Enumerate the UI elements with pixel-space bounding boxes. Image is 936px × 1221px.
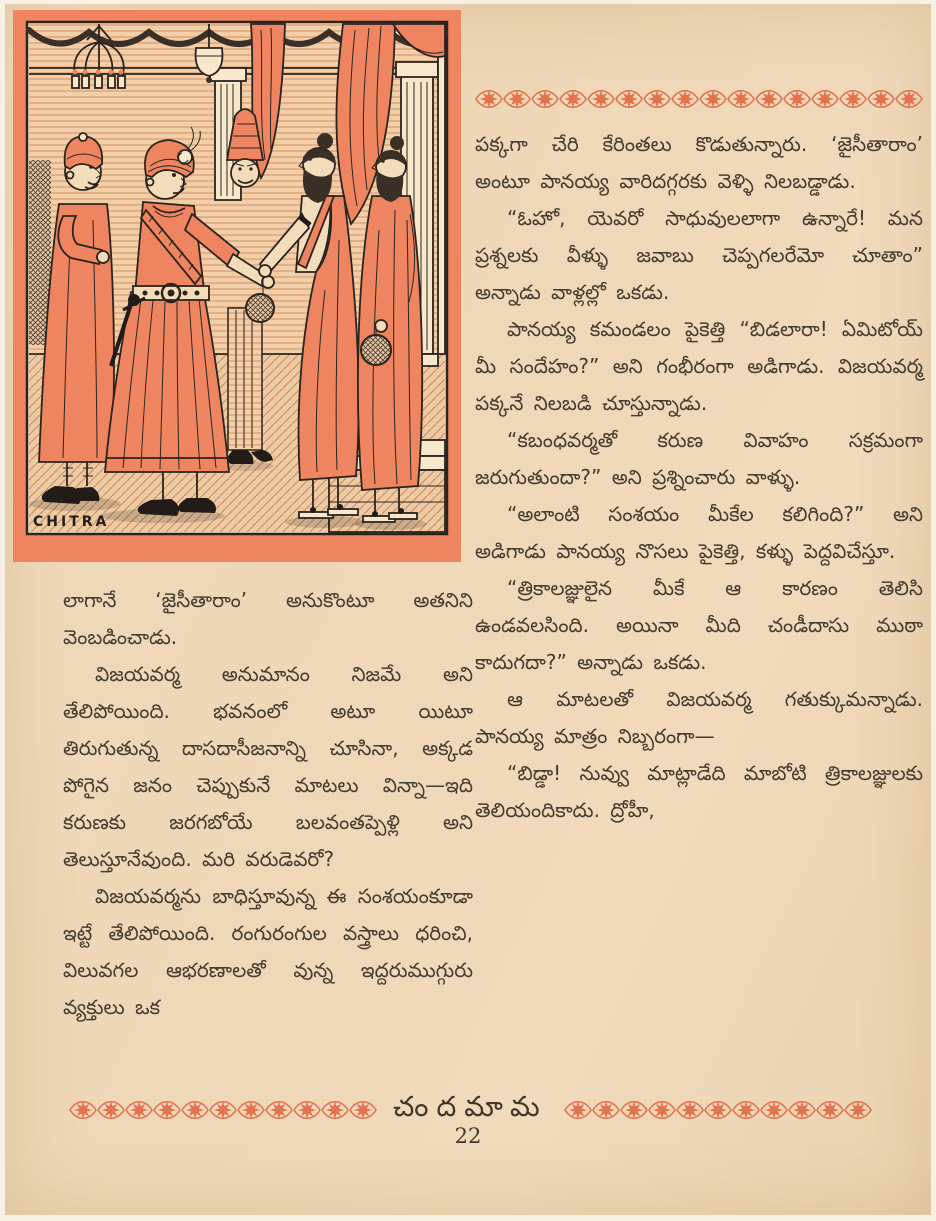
ornament-border-top bbox=[475, 88, 923, 110]
story-paragraph: “త్రికాలజ్ఞులైన మీకే ఆ కారణం తెలిసి ఉండవలసింది. అయినా మీది చండీదాసు ముఠా కాదుగదా?” అన్నాడు ఒకడు. bbox=[475, 576, 923, 674]
story-paragraph: పానయ్య కమండలం పైకెత్తి “బిడలారా! ఏమిటోయ్ మీ సందేహం?” అని గంభీరంగా అడిగాడు. విజయవర్మ పక్కనే నిలబడి చూస్తున్నాడు. bbox=[475, 317, 923, 415]
magazine-page bbox=[5, 4, 931, 1215]
story-paragraph: “అలాంటి సంశయం మీకేల కలిగింది?” అని అడిగాడు పానయ్య నొసలు పైకెత్తి, కళ్ళు పెద్దవిచేస్తూ. bbox=[475, 502, 923, 563]
story-paragraph: లాగానే ‘జైసీతారాం’ అనుకొంటూ అతనిని వెంబడించాడు. bbox=[63, 588, 473, 649]
story-paragraph: విజయవర్మ అనుమానం నిజమే అని తేలిపోయింది. భవనంలో అటూ యిటూ తిరుగుతున్న దాసదాసీజనాన్ని చూసినా, అక్కడ పోగైన జనం చెప్పుకునే మాటలు విన్నా—ఇది కరుణకు జరగబోయే బలవంతప్పెళ్లి అని తెలుస్తూనేవుంది. మరి వరుడెవరో? bbox=[63, 662, 473, 871]
left-text-column bbox=[63, 582, 473, 1026]
story-illustration bbox=[13, 10, 461, 566]
story-paragraph: విజయవర్మను బాధిస్తూవున్న ఈ సంశయంకూడా ఇట్టే తేలిపోయింది. రంగురంగుల వస్త్రాలు ధరించి, విలువగల ఆభరణాలతో వున్న ఇద్దరుముగ్గురు వ్యక్తులు ఒక bbox=[63, 884, 473, 1019]
story-paragraph: “బిడ్డా! నువ్వు మాట్లాడేది మాబోటి త్రికాలజ్ఞులకు తెలియందికాదు. ద్రోహీ, bbox=[475, 761, 923, 822]
right-text-column bbox=[475, 88, 923, 829]
ornament-border-footer-left bbox=[69, 1099, 377, 1121]
magazine-title: చందమామ bbox=[393, 1090, 548, 1123]
page-number: 22 bbox=[454, 1124, 482, 1148]
illustration-canvas bbox=[13, 10, 461, 562]
story-paragraph: “కబంధవర్మతో కరుణ వివాహం సక్రమంగా జరుగుతుందా?” అని ప్రశ్నించారు వాళ్ళు. bbox=[475, 428, 923, 489]
ornament-border-footer-right bbox=[564, 1099, 872, 1121]
story-paragraph: పక్కగా చేరి కేరింతలు కొడుతున్నారు. ‘జైసీతారాం’ అంటూ పానయ్య వారిదగ్గరకు వెళ్ళి నిలబడ్డాడు. bbox=[475, 132, 923, 193]
story-paragraph: “ఓహో, యెవరో సాధువులలాగా ఉన్నారే! మన ప్రశ్నలకు వీళ్ళు జవాబు చెప్పగలరేమో చూతాం” అన్నాడు వాళ్లల్లో ఒకడు. bbox=[475, 206, 923, 304]
story-paragraph: ఆ మాటలతో విజయవర్మ గతుక్కుమన్నాడు. పానయ్య మాత్రం నిబ్బరంగా— bbox=[475, 687, 923, 748]
artist-signature: CHITRA bbox=[33, 514, 110, 530]
